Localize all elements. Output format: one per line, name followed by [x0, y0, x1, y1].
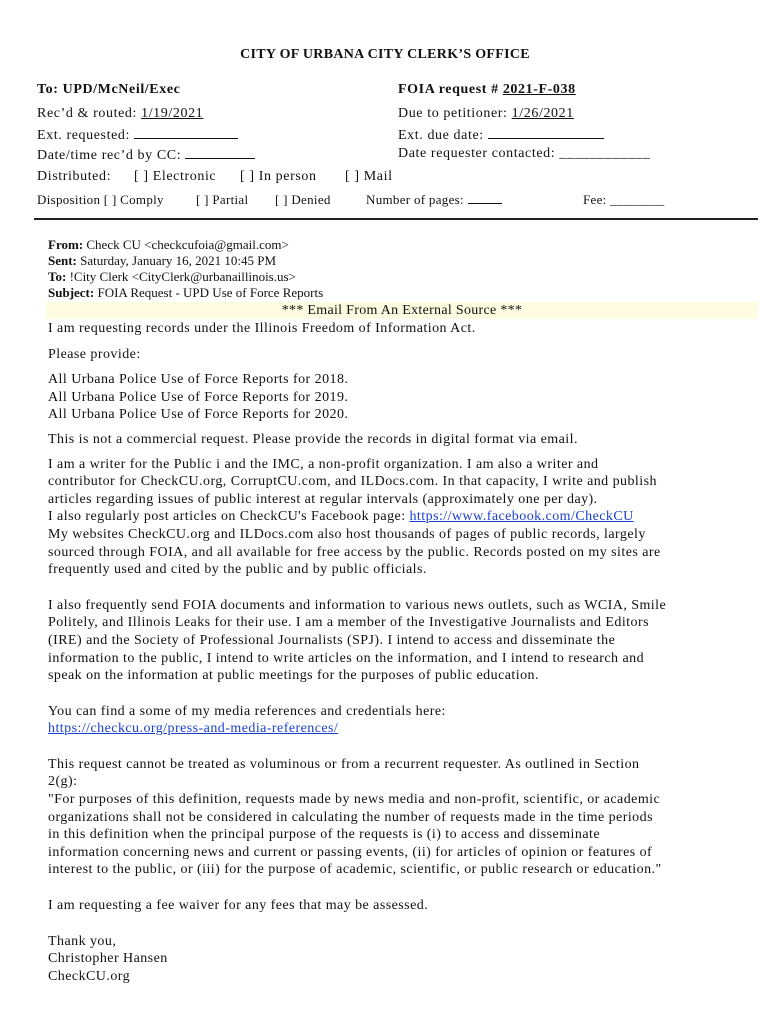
office-title: CITY OF URBANA CITY CLERK’S OFFICE: [240, 47, 530, 62]
paragraph-line: interest to the public, or (iii) for the purpose of academic, scientific, or public research or education.": [48, 862, 662, 878]
foia-label: FOIA request #: [398, 82, 499, 97]
disp-denied-checkbox[interactable]: [ ] Denied: [275, 192, 331, 207]
dist-mail-checkbox[interactable]: [ ] Mail: [345, 169, 393, 184]
datetime-blank: [185, 146, 255, 159]
due-to-petitioner: [398, 106, 574, 122]
paragraph-line: organizations shall not be considered in calculating the number of requests made in the time periods: [48, 809, 653, 825]
contacted-label: Date requester contacted:: [398, 146, 556, 161]
distributed-label: Distributed:: [37, 169, 112, 184]
paragraph-line: in this definition when the principal purpose of the requests is (i) to access and disseminate: [48, 827, 601, 843]
disp-partial-checkbox[interactable]: [ ] Partial: [196, 192, 249, 207]
paragraph-line: My websites CheckCU.org and ILDocs.com also host thousands of pages of public records, largely: [48, 526, 646, 542]
requester-contacted: [398, 146, 651, 162]
media-paragraph: [48, 703, 748, 738]
paragraph-line: Politely, and Illinois Leaks for their use. I am a member of the Investigative Journalists and Editors: [48, 615, 649, 631]
foia-request-number: [398, 82, 576, 98]
paragraph-line: (IRE) and the Society of Professional Journalists (SPJ). I intend to access and disseminate the: [48, 632, 616, 648]
request-list: [48, 371, 748, 424]
email-to: [48, 270, 296, 285]
external-source-banner: [46, 302, 758, 319]
ext-requested: [37, 126, 238, 144]
dist-electronic-checkbox[interactable]: [ ] Electronic: [134, 169, 217, 184]
facebook-link[interactable]: https://www.facebook.com/CheckCU: [409, 509, 634, 525]
please-provide: Please provide:: [48, 346, 141, 362]
ext-due-label: Ext. due date:: [398, 128, 484, 143]
writer-paragraph: [48, 456, 748, 579]
paragraph-line: speak on the information at public meetings for the purposes of public education.: [48, 668, 539, 684]
list-item: All Urbana Police Use of Force Reports for 2019.: [48, 389, 349, 405]
received-date: 1/19/2021: [141, 106, 204, 121]
to-value: !City Clerk <CityClerk@urbanaillinois.us>: [69, 269, 296, 284]
fee-blank: ________: [610, 192, 665, 207]
signer-site: CheckCU.org: [48, 968, 131, 984]
due-date: 1/26/2021: [511, 106, 574, 121]
fee: [583, 192, 665, 208]
due-label: Due to petitioner:: [398, 106, 508, 121]
to-label: To:: [48, 269, 67, 284]
noncommercial-line: This is not a commercial request. Please provide the records in digital format via email.: [48, 431, 578, 447]
list-item: All Urbana Police Use of Force Reports for 2018.: [48, 372, 349, 388]
paragraph-line: This request cannot be treated as voluminous or from a recurrent requester. As outlined in Section: [48, 756, 640, 772]
ext-due-blank: [488, 126, 604, 139]
facebook-line: [48, 508, 748, 526]
foia-number: 2021-F-038: [502, 82, 576, 97]
sent-value: Saturday, January 16, 2021 10:45 PM: [80, 253, 277, 268]
paragraph-line: 2(g):: [48, 774, 78, 790]
paragraph-line: contributor for CheckCU.org, CorruptCU.com, and ILDocs.com. In that capacity, I write and publish: [48, 474, 657, 490]
disposition-comply-checkbox[interactable]: Disposition [ ] Comply: [37, 192, 164, 207]
closing: Thank you,: [48, 933, 117, 949]
paragraph-line: I also frequently send FOIA documents and information to various news outlets, such as WCIA, Smile: [48, 597, 667, 613]
fee-label: Fee:: [583, 192, 607, 207]
news-paragraph: [48, 597, 748, 685]
paragraph-line: frequently used and cited by the public and by public officials.: [48, 562, 427, 578]
ext-requested-blank: [134, 126, 238, 139]
recurrent-paragraph: [48, 756, 748, 879]
paragraph-line: information concerning news and current or passing events, (ii) for articles of opinion or features of: [48, 844, 653, 860]
signer-name: Christopher Hansen: [48, 951, 168, 967]
number-of-pages: [366, 192, 502, 208]
subject-label: Subject:: [48, 285, 95, 300]
media-intro: You can find a some of my media references and credentials here:: [48, 703, 446, 719]
from-label: From:: [48, 237, 84, 252]
dist-in-person-checkbox[interactable]: [ ] In person: [240, 169, 317, 184]
header-divider: [34, 218, 758, 220]
received-routed: [37, 106, 203, 122]
sent-label: Sent:: [48, 253, 77, 268]
received-label: Rec’d & routed:: [37, 106, 137, 121]
paragraph-line: "For purposes of this definition, requests made by news media and non-profit, scientific, or academic: [48, 792, 661, 808]
list-item: All Urbana Police Use of Force Reports for 2020.: [48, 407, 349, 423]
email-from: [48, 238, 289, 253]
datetime-label: Date/time rec’d by CC:: [37, 148, 182, 163]
paragraph-line: information to the public, I intend to write articles on the information, and I intend to research and: [48, 650, 645, 666]
pages-label: Number of pages:: [366, 192, 464, 207]
paragraph-line: articles regarding issues of public interest at regular intervals (approximately one per day).: [48, 491, 598, 507]
signature-block: [48, 933, 748, 986]
routing-to: To: UPD/McNeil/Exec: [37, 82, 181, 97]
subject-value: FOIA Request - UPD Use of Force Reports: [97, 285, 324, 300]
media-references-link[interactable]: https://checkcu.org/press-and-media-references/: [48, 721, 339, 737]
paragraph-line: I am a writer for the Public i and the IMC, a non-profit organization. I am also a writer and: [48, 456, 599, 472]
paragraph-line: sourced through FOIA, and all available for free access by the public. Records posted on my sites are: [48, 544, 661, 560]
email-subject: [48, 286, 323, 301]
email-body: [48, 320, 748, 985]
datetime-received: [37, 146, 255, 164]
email-sent: [48, 254, 276, 269]
ext-due-date: [398, 126, 604, 144]
banner-text: *** Email From An External Source ***: [281, 303, 523, 318]
ext-requested-label: Ext. requested:: [37, 128, 130, 143]
pages-blank: [468, 193, 502, 204]
from-value: Check CU <checkcufoia@gmail.com>: [86, 237, 289, 252]
contacted-blank: ____________: [559, 146, 651, 161]
fee-waiver-line: I am requesting a fee waiver for any fees that may be assessed.: [48, 898, 429, 914]
facebook-prefix: I also regularly post articles on CheckCU's Facebook page:: [48, 509, 410, 525]
intro-line: I am requesting records under the Illinois Freedom of Information Act.: [48, 321, 476, 336]
